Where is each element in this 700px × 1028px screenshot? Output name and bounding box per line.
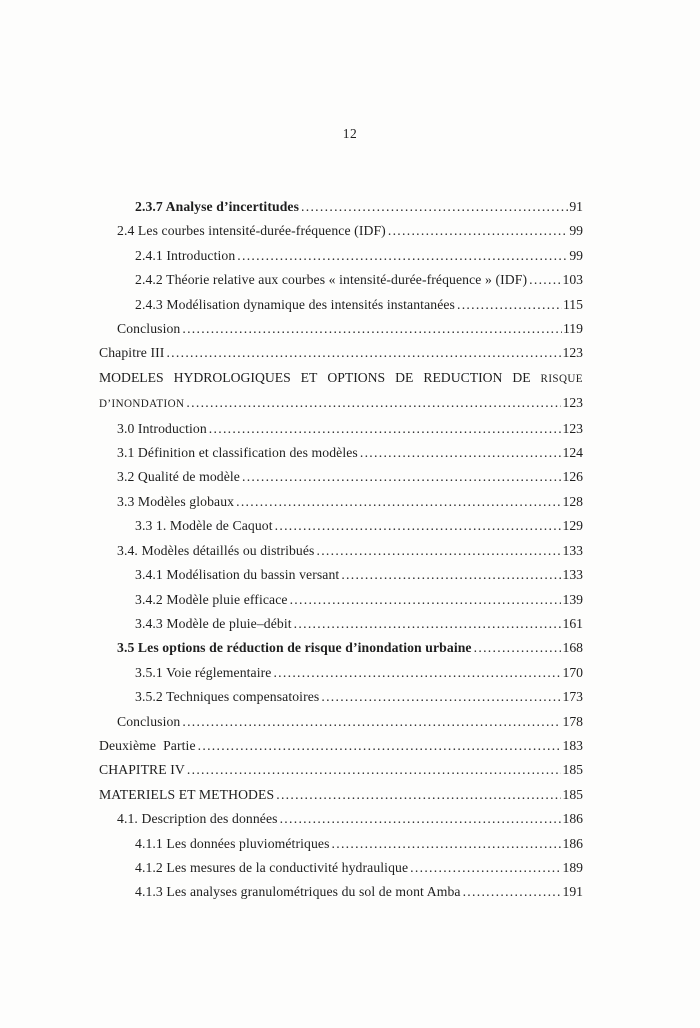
- toc-entry: [99, 807, 583, 831]
- toc-entry: [99, 465, 583, 489]
- toc-entry-page: 183: [562, 737, 583, 753]
- toc-entry: [99, 391, 583, 416]
- toc-leader-dots: [301, 195, 568, 219]
- toc-entry-page: 186: [562, 835, 583, 851]
- toc-leader-dots: [388, 219, 568, 243]
- toc-title-word: REDUCTION: [423, 369, 503, 385]
- toc-leader-dots: [463, 880, 562, 904]
- toc-entry-page: 129: [562, 518, 583, 534]
- toc-entry-label: 3.5.1 Voie réglementaire: [135, 664, 272, 680]
- toc-entry-page: 99: [569, 223, 583, 239]
- toc-entry-page: 103: [562, 272, 583, 288]
- toc-entry: [99, 661, 583, 685]
- toc-title-word: ET: [300, 369, 318, 385]
- toc-entry-page: 189: [562, 859, 583, 875]
- toc-entry-label: 4.1.2 Les mesures de la conductivité hydraulique: [135, 859, 409, 875]
- toc-entry-page: 170: [562, 664, 583, 680]
- toc-entry-page: 123: [562, 420, 583, 436]
- toc-entry: [99, 268, 583, 292]
- toc-entry: [99, 441, 583, 465]
- toc-entry-page: 168: [562, 640, 583, 656]
- toc-entry-label: 3.5.2 Techniques compensatoires: [135, 689, 320, 705]
- toc-title-word: DE: [395, 369, 414, 385]
- toc-entry-label: MATERIELS ET METHODES: [99, 786, 275, 802]
- toc-leader-dots: [242, 465, 562, 489]
- toc-leader-dots: [410, 856, 561, 880]
- toc-entry-label: 2.4.2 Théorie relative aux courbes « intensité-durée-fréquence » (IDF): [135, 272, 528, 288]
- toc-entry-label: 3.5 Les options de réduction de risque d’inondation urbaine: [117, 640, 472, 656]
- toc-entry: [99, 783, 583, 807]
- toc-entry: [99, 758, 583, 782]
- toc-entry-page: 186: [562, 811, 583, 827]
- toc-entry-label: 2.4.1 Introduction: [135, 247, 236, 263]
- toc-entry-label: Deuxième Partie: [99, 737, 196, 753]
- toc-entry: [99, 490, 583, 514]
- toc-leader-dots: [198, 734, 562, 758]
- toc-entry-label: Conclusion: [117, 321, 181, 337]
- toc-entry-page: 119: [562, 321, 583, 337]
- toc-entry-label: D’INONDATION: [99, 398, 185, 411]
- toc-title-word-smallcaps: RISQUE: [540, 372, 583, 385]
- toc-leader-dots: [166, 341, 561, 365]
- toc-entry: [99, 880, 583, 904]
- toc-title-word: HYDROLOGIQUES: [173, 369, 291, 385]
- toc-entry: [99, 710, 583, 734]
- toc-entry-label: 3.3 1. Modèle de Caquot: [135, 518, 273, 534]
- toc-entry-label: 2.4 Les courbes intensité-durée-fréquence (IDF): [117, 223, 386, 239]
- toc-leader-dots: [529, 268, 561, 292]
- toc-entry-page: 191: [562, 884, 583, 900]
- toc-list: [99, 195, 583, 905]
- page-number-header: 12: [342, 126, 358, 141]
- toc-entry-page: 124: [562, 445, 583, 461]
- toc-chapter-title-line1: [99, 366, 583, 391]
- toc-entry-label: 4.1.3 Les analyses granulométriques du sol de mont Amba: [135, 884, 461, 900]
- toc-entry: [99, 317, 583, 341]
- toc-entry-page: 126: [562, 469, 583, 485]
- toc-entry-label: CHAPITRE IV: [99, 762, 185, 778]
- toc-entry: [99, 563, 583, 587]
- toc-leader-dots: [237, 244, 568, 268]
- toc-entry: [99, 588, 583, 612]
- toc-leader-dots: [209, 417, 562, 441]
- toc-entry-label: Conclusion: [117, 713, 181, 729]
- toc-leader-dots: [182, 317, 562, 341]
- toc-leader-dots: [280, 807, 562, 831]
- toc-leader-dots: [273, 661, 561, 685]
- toc-leader-dots: [294, 612, 562, 636]
- toc-leader-dots: [316, 539, 561, 563]
- toc-entry-page: 123: [562, 345, 583, 361]
- toc-entry-label: 3.0 Introduction: [117, 420, 207, 436]
- toc-entry-label: 3.4.3 Modèle de pluie–débit: [135, 615, 292, 631]
- toc-entry: [99, 539, 583, 563]
- toc-entry-label: 3.4. Modèles détaillés ou distribués: [117, 542, 315, 558]
- toc-entry-page: 173: [562, 689, 583, 705]
- toc-leader-dots: [276, 783, 561, 807]
- toc-entry-page: 161: [562, 615, 583, 631]
- toc-entry-label: Chapitre III: [99, 345, 165, 361]
- toc-leader-dots: [182, 710, 561, 734]
- toc-entry: [99, 341, 583, 365]
- toc-entry: [99, 417, 583, 441]
- toc-leader-dots: [321, 685, 561, 709]
- toc-title-word: MODELES: [99, 369, 164, 385]
- toc-leader-dots: [275, 514, 562, 538]
- toc-entry-page: 178: [562, 713, 583, 729]
- toc-entry: [99, 832, 583, 856]
- toc-leader-dots: [457, 293, 562, 317]
- toc-entry-label: 2.3.7 Analyse d’incertitudes: [135, 199, 300, 214]
- toc-entry-page: 185: [562, 762, 583, 778]
- toc-entry: [99, 514, 583, 538]
- toc-entry: [99, 244, 583, 268]
- toc-entry-page: 128: [562, 493, 583, 509]
- toc-entry-page: 91: [569, 199, 583, 214]
- toc-entry: [99, 219, 583, 243]
- toc-entry-label: 3.4.2 Modèle pluie efficace: [135, 591, 288, 607]
- toc-entry-label: 3.3 Modèles globaux: [117, 493, 235, 509]
- toc-entry-label: 4.1. Description des données: [117, 811, 278, 827]
- toc-entry-label: 3.1 Définition et classification des modèles: [117, 445, 358, 461]
- toc-entry-label: 3.4.1 Modélisation du bassin versant: [135, 567, 340, 583]
- toc-entry-page: 99: [569, 247, 583, 263]
- toc-entry: [99, 856, 583, 880]
- toc-leader-dots: [290, 588, 562, 612]
- toc-leader-dots: [186, 391, 561, 415]
- toc-entry-page: 115: [562, 296, 583, 312]
- toc-entry-label: 2.4.3 Modélisation dynamique des intensités instantanées: [135, 296, 455, 312]
- toc-title-word: DE: [512, 369, 531, 385]
- toc-entry-page: 123: [562, 395, 583, 411]
- toc-title-word: OPTIONS: [327, 369, 386, 385]
- toc-entry: [99, 734, 583, 758]
- toc-entry-label: 3.2 Qualité de modèle: [117, 469, 240, 485]
- toc-entry: [99, 612, 583, 636]
- toc-leader-dots: [360, 441, 562, 465]
- toc-leader-dots: [474, 636, 562, 660]
- toc-entry: [99, 685, 583, 709]
- toc-entry: [99, 636, 583, 660]
- toc-leader-dots: [341, 563, 561, 587]
- toc-entry: [99, 293, 583, 317]
- toc-leader-dots: [236, 490, 561, 514]
- toc-leader-dots: [332, 832, 562, 856]
- toc-entry-page: 133: [562, 567, 583, 583]
- toc-entry-page: 139: [562, 591, 583, 607]
- toc-leader-dots: [187, 758, 562, 782]
- toc-entry: [99, 195, 583, 219]
- toc-entry-label: 4.1.1 Les données pluviométriques: [135, 835, 330, 851]
- toc-entry-page: 133: [562, 542, 583, 558]
- toc-entry-page: 185: [562, 786, 583, 802]
